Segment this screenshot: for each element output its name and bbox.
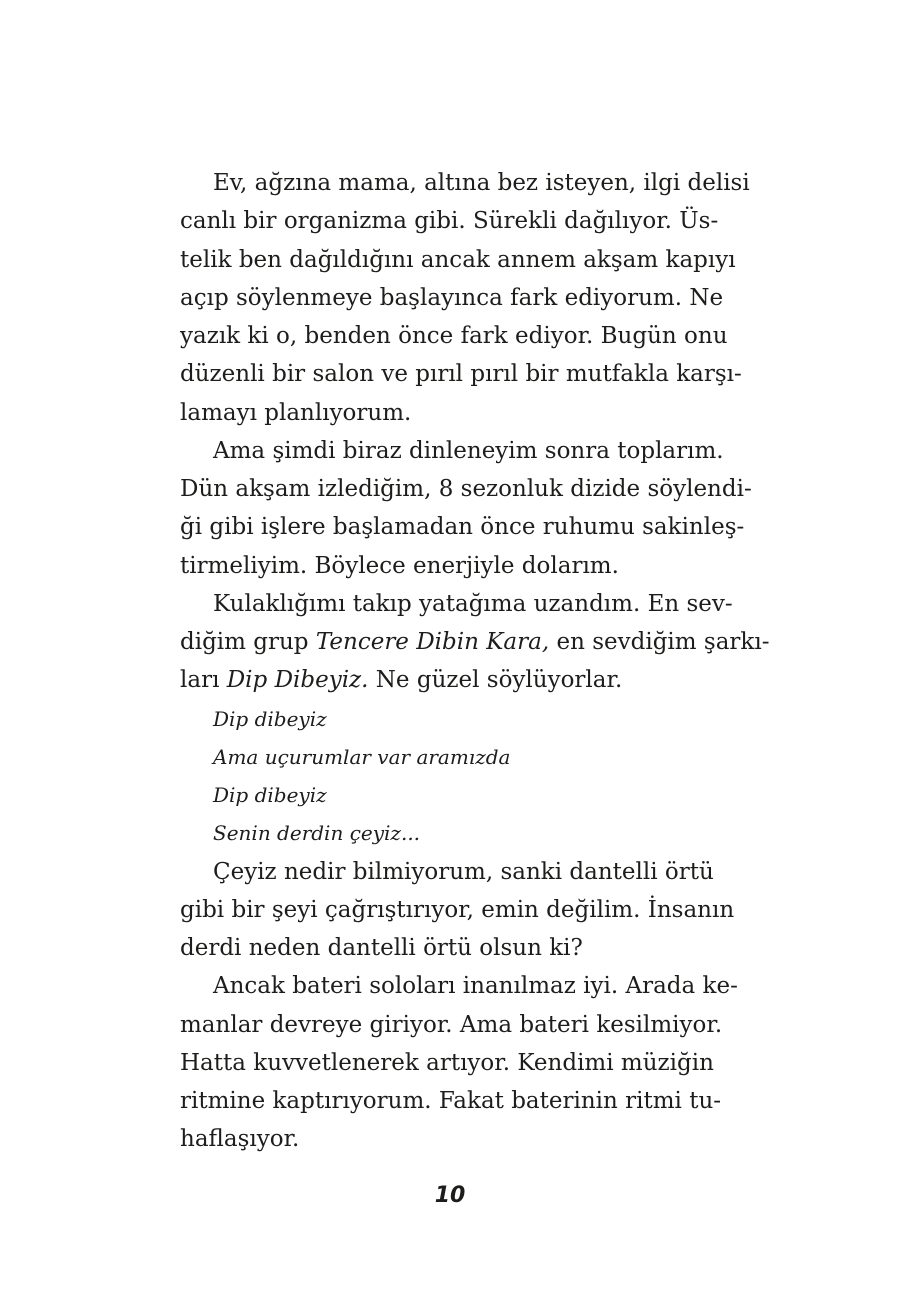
text-line: canlı bir organizma gibi. Sürekli dağılıyor. Üs-: [180, 208, 719, 235]
paragraph: [180, 967, 738, 1158]
page-number: 10: [434, 1183, 466, 1208]
text-line: Kulaklığımı takıp yatağıma uzandım. En sev-: [213, 590, 733, 617]
band-name: Tencere Dibin Kara,: [315, 629, 550, 655]
text-line: ritmine kaptırıyorum. Fakat baterinin ritmi tu-: [180, 1088, 722, 1114]
text-line: gibi bir şeyi çağrıştırıyor, emin değilim. İnsanın: [180, 896, 735, 923]
text-line: Çeyiz nedir bilmiyorum, sanki dantelli örtü: [213, 858, 714, 885]
text-line: manlar devreye giriyor. Ama bateri kesilmiyor.: [180, 1011, 723, 1038]
text-line: Dün akşam izlediğim, 8 sezonluk dizide söylendi-: [180, 476, 752, 502]
text-line: yazık ki o, benden önce fark ediyor. Bugün onu: [180, 323, 728, 349]
text-line: [180, 623, 770, 661]
paragraph: [180, 164, 750, 432]
lyric-line: Senin derdin çeyiz...: [213, 821, 421, 846]
song-title: Dip Dibeyiz.: [226, 667, 369, 694]
paragraph: [180, 432, 752, 585]
lyric-line: Ama uçurumlar var aramızda: [213, 744, 511, 769]
lyric-line: Dip dibeyiz: [213, 783, 327, 807]
text-line: ği gibi işlere başlamadan önce ruhumu sakinleş-: [180, 514, 745, 541]
text-span: diğim grup: [180, 629, 316, 655]
text-line: düzenli bir salon ve pırıl pırıl bir mutfakla karşı-: [180, 361, 742, 388]
lyric-line: Dip dibeyiz: [213, 706, 327, 731]
text-line: lamayı planlıyorum.: [180, 399, 412, 426]
text-line: Ama şimdi biraz dinleneyim sonra toplarım.: [213, 437, 724, 464]
paragraph: [180, 585, 770, 700]
text-line: [180, 661, 705, 699]
text-line: açıp söylenmeye başlayınca fark ediyorum. Ne: [180, 284, 724, 311]
text-line: Ancak bateri soloları inanılmaz iyi. Arada ke-: [213, 973, 738, 1000]
text-line: Ev, ağzına mama, altına bez isteyen, ilgi delisi: [213, 170, 750, 196]
text-line: tirmeliyim. Böylece enerjiyle dolarım.: [180, 552, 619, 579]
text-span: en sevdiğim şarkı-: [549, 629, 770, 655]
song-lyrics: [180, 700, 705, 853]
text-span: Ne güzel söylüyorlar.: [368, 667, 623, 694]
text-line: haflaşıyor.: [180, 1126, 300, 1153]
paragraph: [180, 853, 735, 968]
page-body: [180, 164, 770, 1159]
text-line: telik ben dağıldığını ancak annem akşam kapıyı: [180, 246, 736, 273]
text-line: derdi neden dantelli örtü olsun ki?: [180, 935, 583, 961]
text-span: ları: [180, 667, 227, 694]
text-line: Hatta kuvvetlenerek artıyor. Kendimi müziğin: [180, 1049, 714, 1076]
